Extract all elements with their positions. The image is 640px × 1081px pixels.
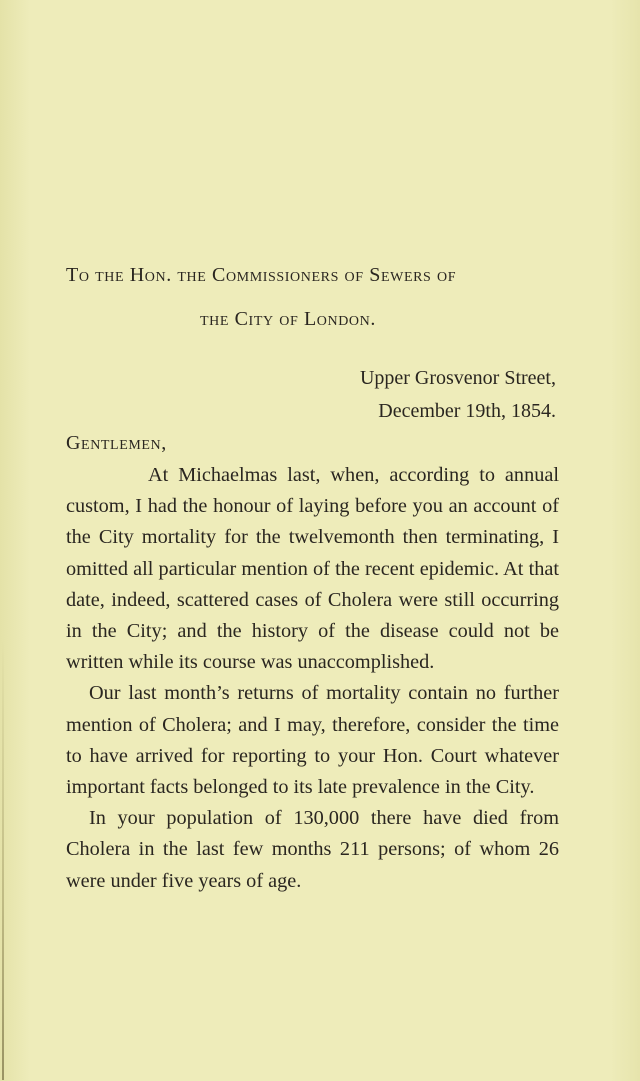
paragraph-2 (66, 678, 559, 803)
paragraph-3-text: In your population of 130,000 there have died from Cholera in the last few months 211 persons; of whom 26 were under five years of age. (66, 807, 559, 892)
paragraph-1-text: At Michaelmas last, when, according to annual custom, I had the honour of laying before you an account of the City mortality for the twelvemonth then terminating, I omitted all particular mention of the recent epidemic. At that date, indeed, scattered cases of Cholera were still occurring in the City; and the history of the disease could not be written while its course was unaccomplished. (66, 464, 559, 674)
letter-heading-line-1: To the Hon. the Commissioners of Sewers of (66, 264, 457, 286)
letter-body (66, 460, 559, 897)
paragraph-3 (66, 803, 559, 897)
address-line-1: Upper Grosvenor Street, (359, 367, 556, 389)
salutation: Gentlemen, (66, 432, 167, 454)
paragraph-1 (66, 460, 559, 678)
page-edge-shadow (2, 640, 4, 1080)
paragraph-2-text: Our last month’s returns of mortality contain no further mention of Cholera; and I may, therefore, consider the time to have arrived for reporting to your Hon. Court whatever important facts belonged to its late prevalence in the City. (66, 682, 559, 799)
letter-heading-line-2: the City of London. (200, 308, 376, 330)
date-line: December 19th, 1854. (378, 400, 556, 422)
